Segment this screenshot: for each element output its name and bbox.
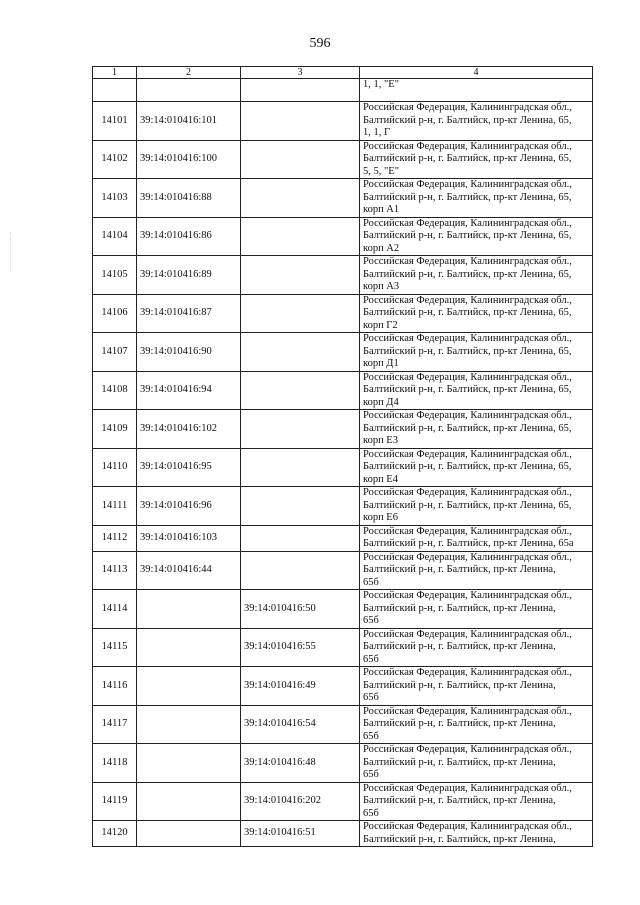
address-line: Балтийский р-н, г. Балтийск, пр-кт Ленина, 65, bbox=[363, 230, 572, 241]
address-cell bbox=[360, 79, 593, 102]
cadastral-number-cell bbox=[137, 628, 241, 667]
table-row bbox=[93, 782, 593, 821]
address-line: Балтийский р-н, г. Балтийск, пр-кт Ленина, bbox=[363, 833, 556, 845]
row-number-cell: 14105 bbox=[93, 256, 137, 295]
address-line: корп Е3 bbox=[363, 435, 398, 446]
address-cell bbox=[360, 256, 593, 295]
table-row bbox=[93, 102, 593, 141]
cadastral-number-cell: 39:14:010416:101 bbox=[137, 102, 241, 141]
cadastral-number-cell bbox=[241, 525, 360, 551]
address-line: Балтийский р-н, г. Балтийск, пр-кт Ленина, 65, bbox=[363, 191, 572, 203]
address-line: 65б bbox=[363, 807, 379, 819]
address-cell bbox=[360, 525, 593, 551]
cadastral-number-cell: 39:14:010416:102 bbox=[137, 410, 241, 449]
address-line: 65б bbox=[363, 576, 379, 588]
table-row bbox=[93, 79, 593, 102]
cadastral-number-cell bbox=[241, 448, 360, 487]
row-number-cell: 14115 bbox=[93, 628, 137, 667]
address-line: 1, 1, "Е" bbox=[363, 79, 399, 90]
table-row bbox=[93, 371, 593, 410]
cadastral-number-cell: 39:14:010416:44 bbox=[137, 551, 241, 590]
table-row bbox=[93, 551, 593, 590]
cadastral-number-cell bbox=[241, 102, 360, 141]
row-number-cell: 14102 bbox=[93, 140, 137, 179]
address-line: Российская Федерация, Калининградская обл., bbox=[363, 705, 572, 717]
address-line: 65б bbox=[363, 692, 379, 703]
address-line: 65б bbox=[363, 769, 379, 780]
address-line: Российская Федерация, Калининградская обл., bbox=[363, 256, 572, 267]
address-line: Российская Федерация, Калининградская обл., bbox=[363, 525, 572, 537]
address-line: корп А3 bbox=[363, 281, 400, 292]
row-number-cell: 14113 bbox=[93, 551, 137, 590]
cadastral-number-cell bbox=[241, 179, 360, 218]
row-number-cell: 14114 bbox=[93, 590, 137, 629]
address-line: Российская Федерация, Калининградская обл., bbox=[363, 294, 572, 306]
row-number-cell: 14118 bbox=[93, 744, 137, 783]
address-cell bbox=[360, 333, 593, 372]
cadastral-number-cell bbox=[137, 590, 241, 629]
address-cell bbox=[360, 744, 593, 783]
cadastral-number-cell: 39:14:010416:48 bbox=[241, 744, 360, 783]
address-cell bbox=[360, 782, 593, 821]
address-line: Российская Федерация, Калининградская обл., bbox=[363, 102, 572, 113]
address-line: Балтийский р-н, г. Балтийск, пр-кт Ленина, bbox=[363, 756, 556, 768]
address-cell bbox=[360, 448, 593, 487]
table-row bbox=[93, 217, 593, 256]
address-line: корп Д1 bbox=[363, 358, 399, 369]
address-line: Российская Федерация, Калининградская обл., bbox=[363, 744, 572, 755]
address-line: корп Д4 bbox=[363, 396, 399, 408]
address-cell bbox=[360, 821, 593, 847]
cadastral-number-cell bbox=[241, 371, 360, 410]
registry-table bbox=[92, 66, 593, 847]
address-line: Балтийский р-н, г. Балтийск, пр-кт Ленина, bbox=[363, 602, 556, 614]
address-line: Балтийский р-н, г. Балтийск, пр-кт Ленина, 65, bbox=[363, 307, 572, 318]
row-number-cell: 14110 bbox=[93, 448, 137, 487]
table-row bbox=[93, 525, 593, 551]
table-row bbox=[93, 179, 593, 218]
row-number-cell: 14117 bbox=[93, 705, 137, 744]
scan-artifact bbox=[10, 232, 17, 272]
address-line: Российская Федерация, Калининградская обл., bbox=[363, 551, 572, 563]
row-number-cell: 14103 bbox=[93, 179, 137, 218]
address-line: Российская Федерация, Калининградская обл., bbox=[363, 140, 572, 152]
address-cell bbox=[360, 590, 593, 629]
address-line: Балтийский р-н, г. Балтийск, пр-кт Ленина, 65а bbox=[363, 538, 574, 549]
table-row bbox=[93, 294, 593, 333]
row-number-cell: 14111 bbox=[93, 487, 137, 526]
row-number-cell bbox=[93, 79, 137, 102]
cadastral-number-cell bbox=[137, 821, 241, 847]
address-cell bbox=[360, 705, 593, 744]
cadastral-number-cell: 39:14:010416:103 bbox=[137, 525, 241, 551]
address-line: Российская Федерация, Калининградская обл., bbox=[363, 487, 572, 498]
address-cell bbox=[360, 294, 593, 333]
address-line: 1, 1, Г bbox=[363, 127, 391, 138]
address-line: Российская Федерация, Калининградская обл., bbox=[363, 628, 572, 640]
table-row bbox=[93, 487, 593, 526]
table-row bbox=[93, 256, 593, 295]
address-line: Российская Федерация, Калининградская обл., bbox=[363, 448, 572, 460]
cadastral-number-cell bbox=[241, 217, 360, 256]
address-line: 65б bbox=[363, 730, 379, 742]
column-header: 4 bbox=[360, 67, 593, 79]
address-cell bbox=[360, 140, 593, 179]
address-line: Российская Федерация, Калининградская обл., bbox=[363, 590, 572, 601]
address-line: Балтийский р-н, г. Балтийск, пр-кт Ленина, 65, bbox=[363, 345, 572, 357]
cadastral-number-cell: 39:14:010416:86 bbox=[137, 217, 241, 256]
address-cell bbox=[360, 410, 593, 449]
address-cell bbox=[360, 179, 593, 218]
address-line: Балтийский р-н, г. Балтийск, пр-кт Ленина, 65, bbox=[363, 153, 572, 164]
address-line: Балтийский р-н, г. Балтийск, пр-кт Ленина, 65, bbox=[363, 114, 572, 126]
table-row bbox=[93, 590, 593, 629]
address-line: Балтийский р-н, г. Балтийск, пр-кт Ленина, bbox=[363, 718, 556, 729]
address-line: Балтийский р-н, г. Балтийск, пр-кт Ленина, bbox=[363, 564, 556, 575]
cadastral-number-cell: 39:14:010416:100 bbox=[137, 140, 241, 179]
table-row bbox=[93, 821, 593, 847]
cadastral-number-cell: 39:14:010416:90 bbox=[137, 333, 241, 372]
table-row bbox=[93, 667, 593, 706]
address-line: Балтийский р-н, г. Балтийск, пр-кт Ленина, bbox=[363, 641, 556, 652]
column-header: 2 bbox=[137, 67, 241, 79]
row-number-cell: 14109 bbox=[93, 410, 137, 449]
column-header: 3 bbox=[241, 67, 360, 79]
table-row bbox=[93, 705, 593, 744]
address-line: Балтийский р-н, г. Балтийск, пр-кт Ленина, bbox=[363, 679, 556, 691]
address-line: Российская Федерация, Калининградская обл., bbox=[363, 217, 572, 229]
address-line: Балтийский р-н, г. Балтийск, пр-кт Ленина, 65, bbox=[363, 461, 572, 472]
cadastral-number-cell: 39:14:010416:89 bbox=[137, 256, 241, 295]
address-cell bbox=[360, 371, 593, 410]
cadastral-number-cell: 39:14:010416:49 bbox=[241, 667, 360, 706]
cadastral-number-cell: 39:14:010416:87 bbox=[137, 294, 241, 333]
cadastral-number-cell bbox=[137, 667, 241, 706]
address-cell bbox=[360, 667, 593, 706]
address-line: Балтийский р-н, г. Балтийск, пр-кт Ленина, 65, bbox=[363, 499, 572, 511]
table-body bbox=[93, 79, 593, 847]
row-number-cell: 14101 bbox=[93, 102, 137, 141]
table-row bbox=[93, 448, 593, 487]
table-row bbox=[93, 410, 593, 449]
row-number-cell: 14112 bbox=[93, 525, 137, 551]
cadastral-number-cell bbox=[241, 79, 360, 102]
cadastral-number-cell bbox=[241, 256, 360, 295]
address-line: корп А2 bbox=[363, 242, 400, 254]
address-line: корп Е6 bbox=[363, 512, 398, 523]
row-number-cell: 14106 bbox=[93, 294, 137, 333]
address-line: корп Г2 bbox=[363, 319, 398, 331]
row-number-cell: 14116 bbox=[93, 667, 137, 706]
cadastral-number-cell: 39:14:010416:51 bbox=[241, 821, 360, 847]
row-number-cell: 14119 bbox=[93, 782, 137, 821]
cadastral-number-cell bbox=[241, 294, 360, 333]
address-line: Российская Федерация, Калининградская обл., bbox=[363, 333, 572, 344]
address-cell bbox=[360, 217, 593, 256]
address-line: Российская Федерация, Калининградская обл., bbox=[363, 821, 572, 832]
table-row bbox=[93, 333, 593, 372]
address-line: 65б bbox=[363, 615, 379, 626]
table-row bbox=[93, 744, 593, 783]
cadastral-number-cell bbox=[241, 551, 360, 590]
row-number-cell: 14120 bbox=[93, 821, 137, 847]
cadastral-number-cell: 39:14:010416:202 bbox=[241, 782, 360, 821]
address-line: корп Е4 bbox=[363, 473, 398, 485]
address-cell bbox=[360, 102, 593, 141]
cadastral-number-cell: 39:14:010416:50 bbox=[241, 590, 360, 629]
cadastral-number-cell bbox=[241, 410, 360, 449]
cadastral-number-cell: 39:14:010416:55 bbox=[241, 628, 360, 667]
cadastral-number-cell: 39:14:010416:95 bbox=[137, 448, 241, 487]
cadastral-number-cell bbox=[137, 705, 241, 744]
address-line: Российская Федерация, Калининградская обл., bbox=[363, 410, 572, 421]
address-line: Российская Федерация, Калининградская обл., bbox=[363, 667, 572, 678]
row-number-cell: 14108 bbox=[93, 371, 137, 410]
cadastral-number-cell: 39:14:010416:94 bbox=[137, 371, 241, 410]
address-cell bbox=[360, 487, 593, 526]
cadastral-number-cell: 39:14:010416:54 bbox=[241, 705, 360, 744]
table-row bbox=[93, 140, 593, 179]
address-line: 5, 5, "Е" bbox=[363, 165, 399, 177]
cadastral-number-cell: 39:14:010416:88 bbox=[137, 179, 241, 218]
page-number: 596 bbox=[309, 36, 331, 51]
cadastral-number-cell bbox=[137, 79, 241, 102]
cadastral-number-cell bbox=[241, 140, 360, 179]
address-line: Балтийский р-н, г. Балтийск, пр-кт Ленина, bbox=[363, 795, 556, 806]
address-line: Российская Федерация, Калининградская обл., bbox=[363, 371, 572, 383]
address-line: Балтийский р-н, г. Балтийск, пр-кт Ленина, 65, bbox=[363, 384, 572, 395]
table-header-row bbox=[93, 67, 593, 79]
row-number-cell: 14107 bbox=[93, 333, 137, 372]
column-header: 1 bbox=[93, 67, 137, 79]
address-line: 65б bbox=[363, 653, 379, 665]
table-row bbox=[93, 628, 593, 667]
cadastral-number-cell bbox=[137, 744, 241, 783]
address-line: Российская Федерация, Калининградская обл., bbox=[363, 782, 572, 794]
address-line: Балтийский р-н, г. Балтийск, пр-кт Ленина, 65, bbox=[363, 268, 572, 280]
row-number-cell: 14104 bbox=[93, 217, 137, 256]
address-line: корп А1 bbox=[363, 204, 400, 215]
cadastral-number-cell bbox=[241, 487, 360, 526]
cadastral-number-cell bbox=[241, 333, 360, 372]
cadastral-number-cell bbox=[137, 782, 241, 821]
address-line: Балтийский р-н, г. Балтийск, пр-кт Ленина, 65, bbox=[363, 422, 572, 434]
address-cell bbox=[360, 628, 593, 667]
cadastral-number-cell: 39:14:010416:96 bbox=[137, 487, 241, 526]
address-line: Российская Федерация, Калининградская обл., bbox=[363, 179, 572, 190]
address-cell bbox=[360, 551, 593, 590]
